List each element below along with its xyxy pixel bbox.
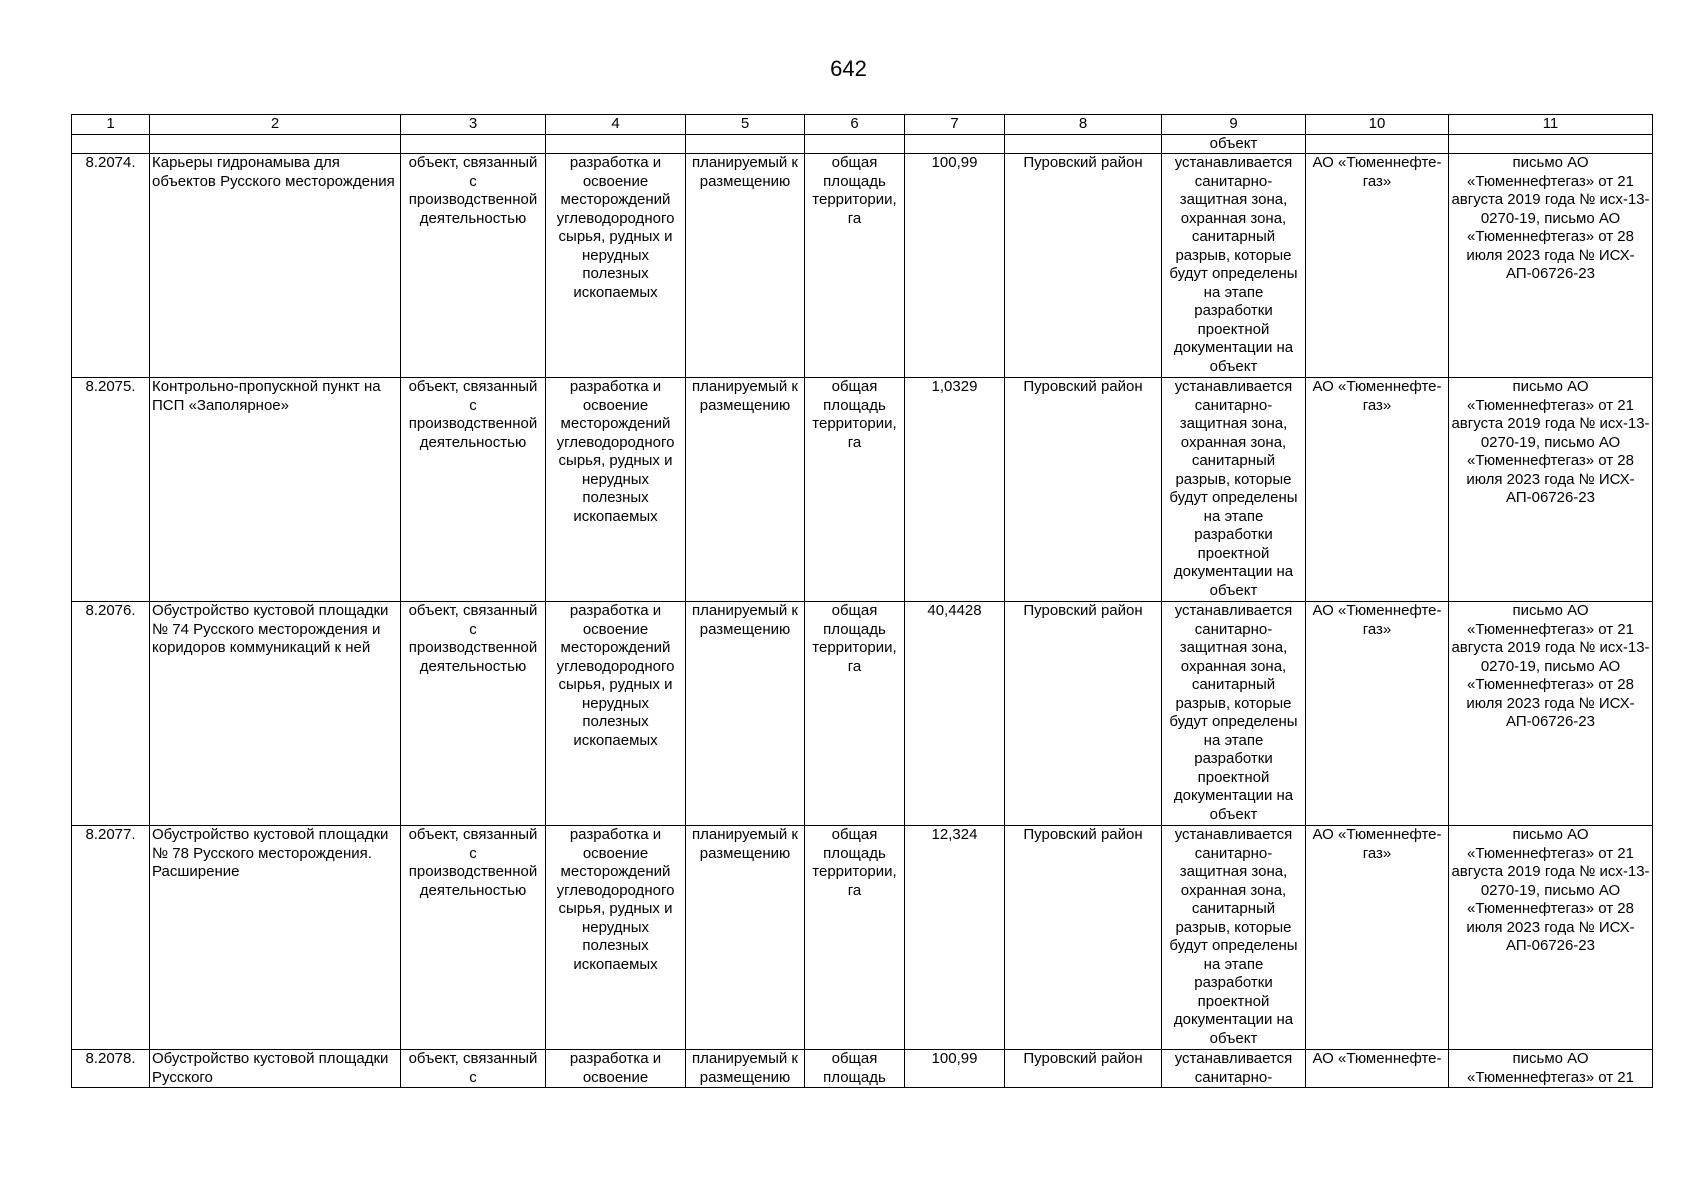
object-purpose: разработка и освоение месторождений углеводородного сырья, рудных и нерудных полезных ископаемых [546, 378, 686, 602]
owner: АО «Тюменнефте-газ» [1306, 602, 1449, 826]
row-number: 8.2077. [72, 826, 150, 1050]
column-number: 5 [686, 115, 805, 135]
object-status: планируемый к размещению [686, 826, 805, 1050]
object-purpose: разработка и освоение месторождений углеводородного сырья, рудных и нерудных полезных ископаемых [546, 826, 686, 1050]
object-type: объект, связанный с производственной деятельностью [401, 602, 546, 826]
basis-document: письмо АО «Тюменнефтегаз» от 21 августа 2019 года № исх-13-0270-19, письмо АО «Тюменнефтегаз» от 28 июля 2023 года № ИСХ-АП-06726-23 [1449, 826, 1653, 1050]
object-status: планируемый к размещению [686, 1050, 805, 1088]
object-type: объект, связанный с производственной деятельностью [401, 378, 546, 602]
continuation-row [72, 134, 1653, 154]
column-number: 2 [150, 115, 401, 135]
zone-info: устанавливается санитарно-защитная зона, охранная зона, санитарный разрыв, которые будут определены на этапе разработки проектной документации на объект [1162, 378, 1306, 602]
object-purpose: разработка и освоение [546, 1050, 686, 1088]
row-number: 8.2076. [72, 602, 150, 826]
characteristic: общая площадь территории, га [805, 826, 905, 1050]
location: Пуровский район [1005, 602, 1162, 826]
table-row [72, 602, 1653, 826]
column-number: 3 [401, 115, 546, 135]
row-number: 8.2074. [72, 154, 150, 378]
object-status: планируемый к размещению [686, 378, 805, 602]
column-number: 7 [905, 115, 1005, 135]
object-type: объект, связанный с производственной деятельностью [401, 826, 546, 1050]
object-purpose: разработка и освоение месторождений углеводородного сырья, рудных и нерудных полезных ископаемых [546, 602, 686, 826]
object-status: планируемый к размещению [686, 602, 805, 826]
location: Пуровский район [1005, 154, 1162, 378]
owner: АО «Тюменнефте-газ» [1306, 378, 1449, 602]
table-row [72, 1050, 1653, 1088]
column-number: 4 [546, 115, 686, 135]
owner: АО «Тюменнефте- [1306, 1050, 1449, 1088]
row-number: 8.2075. [72, 378, 150, 602]
basis-document: письмо АО «Тюменнефтегаз» от 21 августа 2019 года № исх-13-0270-19, письмо АО «Тюменнефтегаз» от 28 июля 2023 года № ИСХ-АП-06726-23 [1449, 378, 1653, 602]
zone-info: устанавливается санитарно- [1162, 1050, 1306, 1088]
column-number: 11 [1449, 115, 1653, 135]
object-status: планируемый к размещению [686, 154, 805, 378]
zone-cell-continued: объект [1162, 134, 1306, 154]
zone-info: устанавливается санитарно-защитная зона, охранная зона, санитарный разрыв, которые будут определены на этапе разработки проектной документации на объект [1162, 602, 1306, 826]
column-number: 9 [1162, 115, 1306, 135]
basis-document: письмо АО «Тюменнефтегаз» от 21 августа 2019 года № исх-13-0270-19, письмо АО «Тюменнефтегаз» от 28 июля 2023 года № ИСХ-АП-06726-23 [1449, 154, 1653, 378]
objects-table [71, 114, 1653, 1088]
characteristic-value: 12,324 [905, 826, 1005, 1050]
object-name: Контрольно-пропускной пункт на ПСП «Заполярное» [150, 378, 401, 602]
column-number: 1 [72, 115, 150, 135]
characteristic-value: 100,99 [905, 1050, 1005, 1088]
object-name: Обустройство кустовой площадки № 74 Русского месторождения и коридоров коммуникаций к ней [150, 602, 401, 826]
object-type: объект, связанный с производственной деятельностью [401, 154, 546, 378]
characteristic-value: 1,0329 [905, 378, 1005, 602]
basis-document: письмо АО «Тюменнефтегаз» от 21 [1449, 1050, 1653, 1088]
characteristic: общая площадь территории, га [805, 602, 905, 826]
characteristic: общая площадь [805, 1050, 905, 1088]
zone-info: устанавливается санитарно-защитная зона, охранная зона, санитарный разрыв, которые будут определены на этапе разработки проектной документации на объект [1162, 154, 1306, 378]
characteristic-value: 100,99 [905, 154, 1005, 378]
object-name: Обустройство кустовой площадки Русского [150, 1050, 401, 1088]
owner: АО «Тюменнефте-газ» [1306, 154, 1449, 378]
basis-document: письмо АО «Тюменнефтегаз» от 21 августа 2019 года № исх-13-0270-19, письмо АО «Тюменнефтегаз» от 28 июля 2023 года № ИСХ-АП-06726-23 [1449, 602, 1653, 826]
location: Пуровский район [1005, 1050, 1162, 1088]
characteristic: общая площадь территории, га [805, 378, 905, 602]
object-name: Обустройство кустовой площадки № 78 Русского месторождения. Расширение [150, 826, 401, 1050]
object-type: объект, связанный с [401, 1050, 546, 1088]
object-name: Карьеры гидронамыва для объектов Русского месторождения [150, 154, 401, 378]
column-number-row [72, 115, 1653, 135]
table-row [72, 154, 1653, 378]
column-number: 8 [1005, 115, 1162, 135]
location: Пуровский район [1005, 378, 1162, 602]
column-number: 6 [805, 115, 905, 135]
zone-info: устанавливается санитарно-защитная зона, охранная зона, санитарный разрыв, которые будут определены на этапе разработки проектной документации на объект [1162, 826, 1306, 1050]
object-purpose: разработка и освоение месторождений углеводородного сырья, рудных и нерудных полезных ископаемых [546, 154, 686, 378]
owner: АО «Тюменнефте-газ» [1306, 826, 1449, 1050]
location: Пуровский район [1005, 826, 1162, 1050]
characteristic-value: 40,4428 [905, 602, 1005, 826]
characteristic: общая площадь территории, га [805, 154, 905, 378]
column-number: 10 [1306, 115, 1449, 135]
row-number: 8.2078. [72, 1050, 150, 1088]
table-row [72, 378, 1653, 602]
table-row [72, 826, 1653, 1050]
page-number: 642 [830, 56, 867, 81]
